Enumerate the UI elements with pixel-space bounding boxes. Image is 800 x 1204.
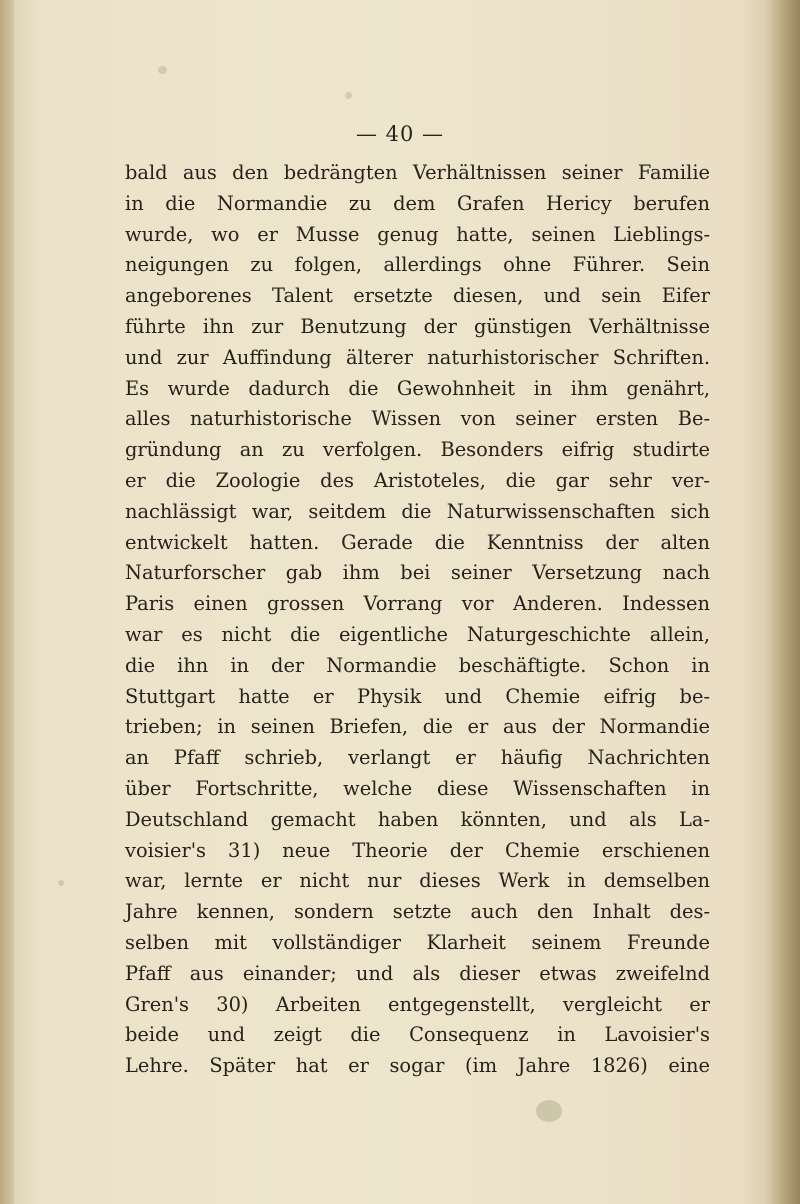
- text-line: Es wurde dadurch die Gewohnheit in ihm genährt,: [125, 376, 710, 400]
- text-line: bald aus den bedrängten Verhältnissen seiner Familie: [125, 161, 710, 184]
- text-line: Naturforscher gab ihm bei seiner Versetzung nach: [125, 561, 710, 585]
- foxing-spot: [58, 880, 64, 886]
- text-line: gründung an zu verfolgen. Besonders eifrig studirte: [125, 438, 710, 462]
- foxing-spot: [345, 92, 352, 99]
- binding-edge: [0, 0, 14, 1204]
- text-line: Lehre. Später hat er sogar (im Jahre 1826) eine: [125, 1054, 710, 1078]
- foxing-spot: [158, 66, 167, 74]
- text-line: selben mit vollständiger Klarheit seinem Freunde: [125, 930, 710, 954]
- text-line: war, lernte er nicht nur dieses Werk in demselben: [125, 869, 710, 893]
- text-line: Paris einen grossen Vorrang vor Anderen. Indessen: [125, 592, 710, 616]
- text-line: die ihn in der Normandie beschäftigte. Schon in: [125, 653, 710, 677]
- text-line: Pfaff aus einander; und als dieser etwas zweifelnd: [125, 961, 710, 985]
- text-line: Gren's 30) Arbeiten entgegenstellt, vergleicht er: [125, 992, 710, 1016]
- foxing-spot: [536, 1100, 562, 1122]
- text-line: an Pfaff schrieb, verlangt er häufig Nachrichten: [125, 746, 710, 770]
- body-text: [125, 158, 710, 1082]
- text-line: führte ihn zur Benutzung der günstigen Verhältnisse: [125, 314, 710, 338]
- text-line: wurde, wo er Musse genug hatte, seinen Lieblings-: [125, 222, 710, 246]
- text-line: trieben; in seinen Briefen, die er aus der Normandie: [125, 715, 710, 739]
- page-edge-shadow: [766, 0, 800, 1204]
- text-line: alles naturhistorische Wissen von seiner ersten Be-: [125, 407, 710, 431]
- page-number: — 40 —: [355, 122, 445, 146]
- text-line: entwickelt hatten. Gerade die Kenntniss der alten: [125, 530, 710, 554]
- text-line: nachlässigt war, seitdem die Naturwissenschaften sich: [125, 499, 710, 523]
- text-line: über Fortschritte, welche diese Wissenschaften in: [125, 776, 710, 800]
- text-line: war es nicht die eigentliche Naturgeschichte allein,: [125, 622, 710, 646]
- text-line: Stuttgart hatte er Physik und Chemie eifrig be-: [125, 684, 710, 708]
- text-line: angeborenes Talent ersetzte diesen, und sein Eifer: [125, 284, 710, 308]
- text-line: in die Normandie zu dem Grafen Hericy berufen: [125, 191, 710, 215]
- text-line: neigungen zu folgen, allerdings ohne Führer. Sein: [125, 253, 710, 277]
- text-line: und zur Auffindung älterer naturhistorischer Schriften.: [125, 345, 710, 369]
- text-line: er die Zoologie des Aristoteles, die gar sehr ver-: [125, 468, 710, 492]
- text-line: Deutschland gemacht haben könnten, und als La-: [125, 807, 710, 831]
- text-line: Jahre kennen, sondern setzte auch den Inhalt des-: [125, 900, 710, 924]
- text-line: beide und zeigt die Consequenz in Lavoisier's: [125, 1023, 710, 1047]
- text-line: voisier's 31) neue Theorie der Chemie erschienen: [125, 838, 710, 862]
